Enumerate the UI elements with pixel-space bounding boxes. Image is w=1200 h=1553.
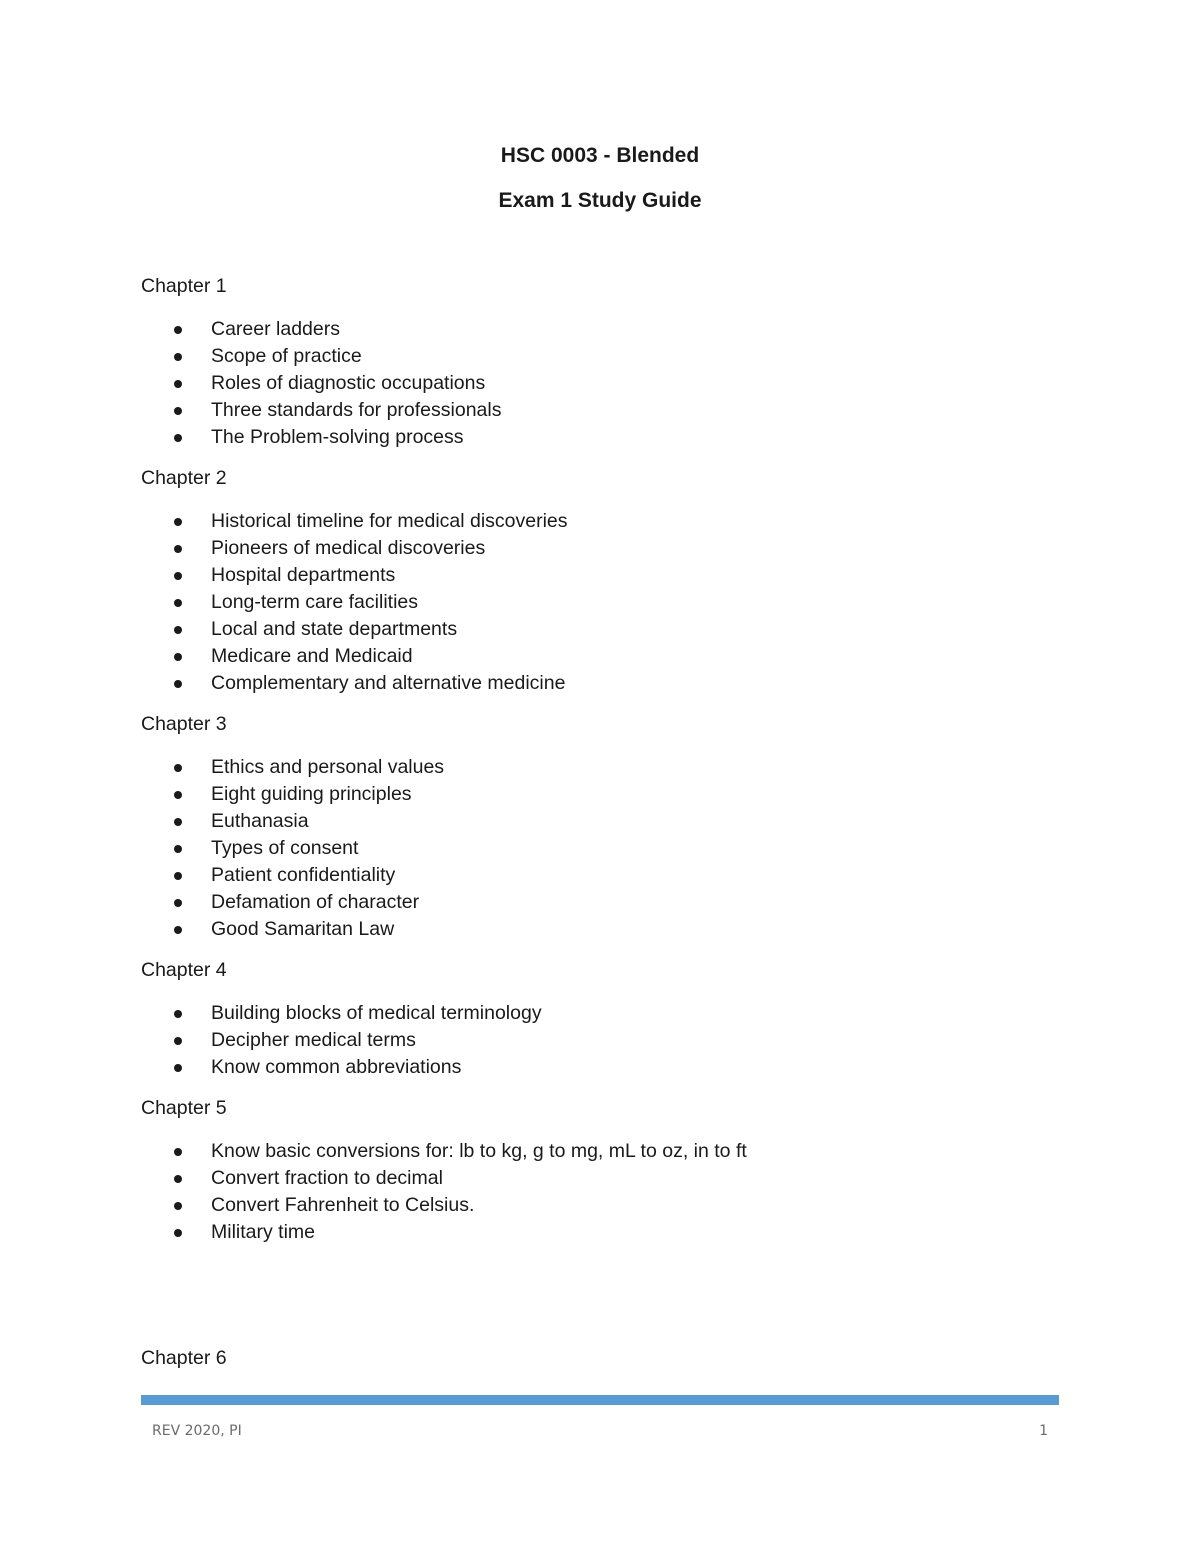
list-item-text: Local and state departments <box>211 618 458 640</box>
bullet-icon <box>174 899 182 907</box>
list-item-text: Types of consent <box>211 837 359 859</box>
list-item-text: Good Samaritan Law <box>211 918 395 940</box>
list-item <box>141 316 1081 343</box>
chapter-6-section <box>141 1346 1081 1370</box>
chapter-topic-list <box>141 316 1081 451</box>
chapter-heading: Chapter 6 <box>141 1347 227 1369</box>
list-item <box>141 1054 1081 1081</box>
list-item-text: Three standards for professionals <box>211 399 502 421</box>
list-item-text: Career ladders <box>211 318 340 340</box>
document-subtitle: Exam 1 Study Guide <box>498 189 702 212</box>
list-item-text: Historical timeline for medical discoveries <box>211 510 568 532</box>
chapter-3-section <box>141 712 1081 943</box>
footer-divider <box>141 1395 1059 1405</box>
list-item-text: Know common abbreviations <box>211 1056 462 1078</box>
chapter-2-section <box>141 466 1081 697</box>
footer-revision: REV 2020, PI <box>152 1423 242 1439</box>
chapter-1-section <box>141 274 1081 451</box>
list-item-text: Pioneers of medical discoveries <box>211 537 486 559</box>
bullet-icon <box>174 1064 182 1072</box>
bullet-icon <box>174 818 182 826</box>
list-item <box>141 781 1081 808</box>
list-item-text: Building blocks of medical terminology <box>211 1002 542 1024</box>
chapter-topic-list <box>141 508 1081 697</box>
list-item <box>141 643 1081 670</box>
chapter-topic-list <box>141 1138 1081 1246</box>
list-item <box>141 916 1081 943</box>
list-item <box>141 535 1081 562</box>
list-item <box>141 562 1081 589</box>
bullet-icon <box>174 380 182 388</box>
list-item-text: Euthanasia <box>211 810 309 832</box>
bullet-icon <box>174 1148 182 1156</box>
bullet-icon <box>174 599 182 607</box>
list-item-text: Hospital departments <box>211 564 396 586</box>
bullet-icon <box>174 764 182 772</box>
bullet-icon <box>174 791 182 799</box>
bullet-icon <box>174 845 182 853</box>
bullet-icon <box>174 653 182 661</box>
list-item-text: Scope of practice <box>211 345 362 367</box>
list-item <box>141 1192 1081 1219</box>
bullet-icon <box>174 407 182 415</box>
list-item <box>141 1219 1081 1246</box>
list-item-text: Long-term care facilities <box>211 591 418 613</box>
list-item-text: Eight guiding principles <box>211 783 412 805</box>
list-item <box>141 508 1081 535</box>
bullet-icon <box>174 1010 182 1018</box>
list-item-text: The Problem-solving process <box>211 426 464 448</box>
list-item <box>141 754 1081 781</box>
bullet-icon <box>174 572 182 580</box>
list-item-text: Decipher medical terms <box>211 1029 416 1051</box>
list-item <box>141 1165 1081 1192</box>
chapter-topic-list <box>141 1000 1081 1081</box>
chapter-heading: Chapter 2 <box>141 467 227 489</box>
chapter-heading: Chapter 3 <box>141 713 227 735</box>
list-item-text: Defamation of character <box>211 891 420 913</box>
list-item <box>141 397 1081 424</box>
bullet-icon <box>174 1175 182 1183</box>
list-item <box>141 1000 1081 1027</box>
bullet-icon <box>174 1202 182 1210</box>
list-item-text: Ethics and personal values <box>211 756 445 778</box>
list-item <box>141 616 1081 643</box>
chapter-heading: Chapter 4 <box>141 959 227 981</box>
page-number: 1 <box>1039 1423 1048 1439</box>
list-item <box>141 808 1081 835</box>
chapter-topic-list <box>141 754 1081 943</box>
list-item <box>141 889 1081 916</box>
bullet-icon <box>174 680 182 688</box>
list-item-text: Know basic conversions for: lb to kg, g to mg, mL to oz, in to ft <box>211 1140 747 1162</box>
list-item-text: Military time <box>211 1221 316 1243</box>
list-item-text: Patient confidentiality <box>211 864 396 886</box>
list-item <box>141 370 1081 397</box>
list-item <box>141 1027 1081 1054</box>
list-item-text: Medicare and Medicaid <box>211 645 413 667</box>
bullet-icon <box>174 1037 182 1045</box>
bullet-icon <box>174 926 182 934</box>
chapter-heading: Chapter 1 <box>141 275 227 297</box>
list-item <box>141 424 1081 451</box>
bullet-icon <box>174 518 182 526</box>
list-item <box>141 670 1081 697</box>
list-item <box>141 343 1081 370</box>
document-title: HSC 0003 - Blended <box>500 144 700 167</box>
chapter-5-section <box>141 1096 1081 1246</box>
list-item <box>141 1138 1081 1165</box>
list-item-text: Complementary and alternative medicine <box>211 672 566 694</box>
list-item <box>141 862 1081 889</box>
list-item <box>141 835 1081 862</box>
list-item-text: Convert fraction to decimal <box>211 1167 443 1189</box>
chapter-4-section <box>141 958 1081 1081</box>
list-item-text: Convert Fahrenheit to Celsius. <box>211 1194 475 1216</box>
bullet-icon <box>174 353 182 361</box>
bullet-icon <box>174 545 182 553</box>
list-item <box>141 589 1081 616</box>
bullet-icon <box>174 326 182 334</box>
bullet-icon <box>174 434 182 442</box>
bullet-icon <box>174 872 182 880</box>
chapter-heading: Chapter 5 <box>141 1097 227 1119</box>
bullet-icon <box>174 1229 182 1237</box>
list-item-text: Roles of diagnostic occupations <box>211 372 486 394</box>
bullet-icon <box>174 626 182 634</box>
